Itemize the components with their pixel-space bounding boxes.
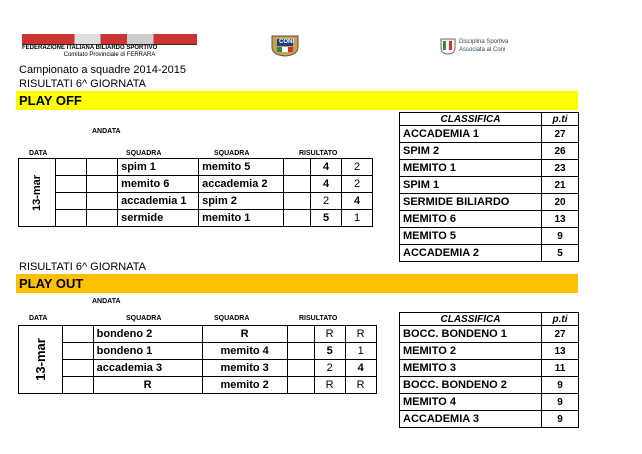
standing-points: 9	[542, 377, 579, 394]
away-score: 2	[342, 159, 373, 176]
standing-points: 13	[542, 211, 579, 228]
standing-points: 27	[542, 326, 579, 343]
table-row	[400, 177, 579, 194]
table-row	[400, 326, 579, 343]
playoff-date: 13-mar	[31, 174, 44, 211]
playoff-col-risultato: RISULTATO	[299, 150, 338, 157]
home-score: R	[314, 377, 345, 394]
home-score: 5	[314, 343, 345, 360]
standing-team: MEMITO 6	[400, 211, 542, 228]
fibis-logo	[22, 34, 197, 56]
standing-team: MEMITO 2	[400, 343, 542, 360]
coni-affiliation-logo	[440, 37, 560, 57]
home-team: bondeno 1	[93, 343, 202, 360]
away-team: memito 4	[202, 343, 287, 360]
home-team: R	[93, 377, 202, 394]
away-score: 1	[345, 343, 376, 360]
table-row	[19, 326, 377, 343]
home-score: 5	[311, 210, 342, 227]
coni-text: CONI	[279, 39, 294, 45]
playoff-col-data: DATA	[29, 150, 48, 157]
home-team: accademia 1	[118, 193, 199, 210]
away-score: R	[345, 377, 376, 394]
home-score: 2	[311, 193, 342, 210]
away-score: 4	[342, 193, 373, 210]
away-score: 2	[342, 176, 373, 193]
playout-col-squadra2: SQUADRA	[214, 315, 250, 322]
standing-points: 21	[542, 177, 579, 194]
standing-points: 20	[542, 194, 579, 211]
playout-col-squadra1: SQUADRA	[126, 315, 162, 322]
home-team: memito 6	[118, 176, 199, 193]
standing-points: 9	[542, 411, 579, 428]
table-row	[400, 377, 579, 394]
championship-title: Campionato a squadre 2014-2015	[19, 64, 186, 76]
standing-team: ACCADEMIA 3	[400, 411, 542, 428]
coni-shield-logo	[270, 35, 300, 57]
standing-team: SERMIDE BILIARDO	[400, 194, 542, 211]
table-row	[400, 160, 579, 177]
standing-team: ACCADEMIA 1	[400, 126, 542, 143]
home-team: sermide	[118, 210, 199, 227]
table-row	[19, 193, 373, 210]
standing-points: 5	[542, 245, 579, 262]
table-row	[19, 210, 373, 227]
table-row	[19, 176, 373, 193]
standing-team: MEMITO 5	[400, 228, 542, 245]
federation-committee: Comitato Provinciale di FERRARA	[63, 52, 156, 58]
playoff-andata-label: ANDATA	[92, 128, 121, 135]
standing-team: MEMITO 4	[400, 394, 542, 411]
standing-team: ACCADEMIA 2	[400, 245, 542, 262]
results-title-playoff: RISULTATI 6^ GIORNATA	[19, 78, 146, 90]
table-row	[400, 143, 579, 160]
tricolor-rings-icon	[440, 37, 456, 55]
standings-header: CLASSIFICA	[400, 113, 542, 126]
standing-team: MEMITO 1	[400, 160, 542, 177]
standing-team: MEMITO 3	[400, 360, 542, 377]
standing-points: 26	[542, 143, 579, 160]
standing-team: SPIM 1	[400, 177, 542, 194]
standing-points: 23	[542, 160, 579, 177]
home-score: 4	[311, 176, 342, 193]
table-row	[400, 211, 579, 228]
points-header: p.ti	[542, 313, 579, 326]
standings-header-row	[400, 313, 579, 326]
playout-date-cell	[19, 326, 63, 394]
standing-points: 11	[542, 360, 579, 377]
home-team: bondeno 2	[93, 326, 202, 343]
playoff-col-squadra2: SQUADRA	[214, 150, 250, 157]
away-score: 4	[345, 360, 376, 377]
table-row	[400, 194, 579, 211]
home-team: spim 1	[118, 159, 199, 176]
playout-col-risultato: RISULTATO	[299, 315, 338, 322]
playout-col-data: DATA	[29, 315, 48, 322]
playout-date: 13-mar	[32, 338, 48, 381]
away-team: memito 3	[202, 360, 287, 377]
away-team: accademia 2	[199, 176, 284, 193]
standing-points: 27	[542, 126, 579, 143]
standing-points: 9	[542, 394, 579, 411]
away-score: R	[345, 326, 376, 343]
table-row	[400, 394, 579, 411]
playout-standings-table	[399, 312, 579, 428]
away-team: memito 1	[199, 210, 284, 227]
results-title-playout: RISULTATI 6^ GIORNATA	[19, 261, 146, 273]
table-row	[19, 377, 377, 394]
playoff-standings-table	[399, 112, 579, 262]
playout-band: PLAY OUT	[16, 274, 578, 293]
table-row	[400, 360, 579, 377]
playout-results-table	[18, 325, 377, 394]
playout-andata-label: ANDATA	[92, 298, 121, 305]
standing-team: BOCC. BONDENO 1	[400, 326, 542, 343]
standing-points: 9	[542, 228, 579, 245]
playoff-date-cell	[19, 159, 56, 227]
away-team: memito 5	[199, 159, 284, 176]
table-row	[400, 343, 579, 360]
table-row	[19, 343, 377, 360]
table-row	[19, 360, 377, 377]
home-score: R	[314, 326, 345, 343]
standing-team: SPIM 2	[400, 143, 542, 160]
standing-points: 13	[542, 343, 579, 360]
table-row	[400, 228, 579, 245]
table-row	[19, 159, 373, 176]
points-header: p.ti	[542, 113, 579, 126]
standings-header-row	[400, 113, 579, 126]
coni-affiliation-line1: Disciplina Sportiva	[459, 39, 509, 45]
home-score: 2	[314, 360, 345, 377]
table-row	[400, 245, 579, 262]
table-row	[400, 411, 579, 428]
home-score: 4	[311, 159, 342, 176]
home-team: accademia 3	[93, 360, 202, 377]
coni-affiliation-line2: Associata al Coni	[459, 47, 506, 53]
playoff-band: PLAY OFF	[16, 91, 578, 110]
federation-name: FEDERAZIONE ITALIANA BILIARDO SPORTIVO	[22, 44, 197, 52]
away-team: memito 2	[202, 377, 287, 394]
standings-header: CLASSIFICA	[400, 313, 542, 326]
away-team: R	[202, 326, 287, 343]
away-team: spim 2	[199, 193, 284, 210]
standing-team: BOCC. BONDENO 2	[400, 377, 542, 394]
playoff-results-table	[18, 158, 373, 227]
table-row	[400, 126, 579, 143]
away-score: 1	[342, 210, 373, 227]
playoff-col-squadra1: SQUADRA	[126, 150, 162, 157]
